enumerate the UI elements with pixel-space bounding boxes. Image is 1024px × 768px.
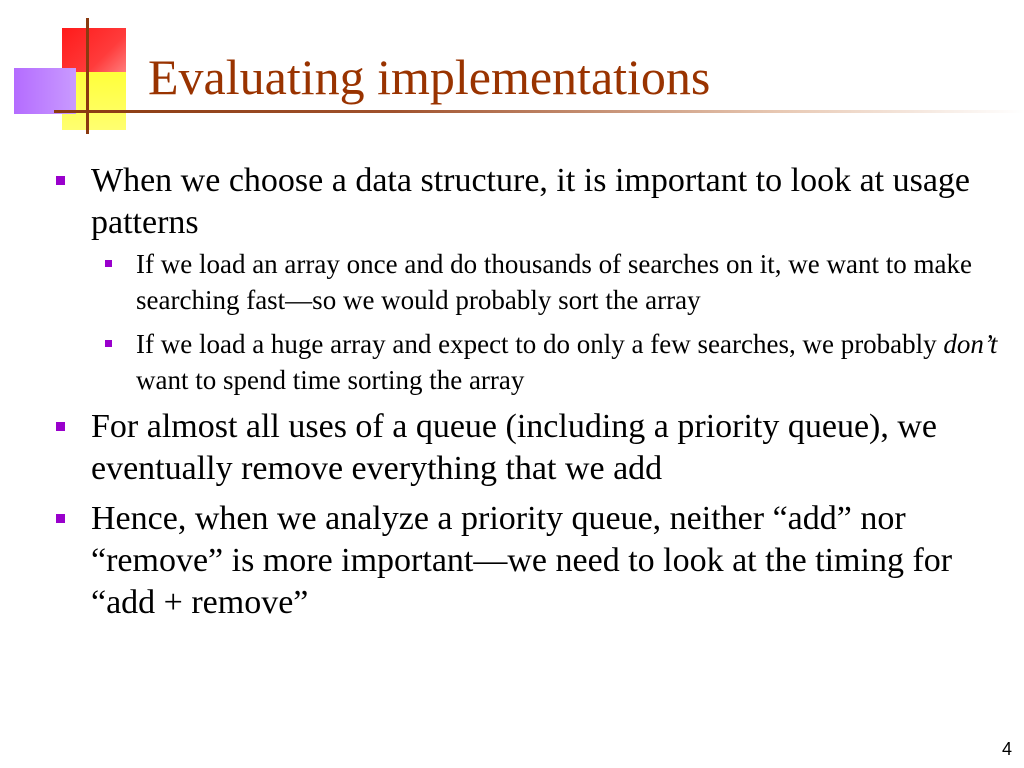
page-number: 4 bbox=[1001, 739, 1012, 759]
slide-title: Evaluating implementations bbox=[148, 49, 711, 105]
sub-bullet-text: If we load an array once and do thousands of searches on it, we want to make searching fast—so we would probably sort the array bbox=[136, 249, 972, 315]
sub-bullet-list bbox=[91, 246, 1005, 398]
title-underline-rule bbox=[54, 110, 1024, 113]
decorative-vertical-rule bbox=[86, 18, 89, 134]
bullet-text: For almost all uses of a queue (including a priority queue), we eventually remove everything that we add bbox=[91, 408, 937, 487]
decorative-violet-square bbox=[14, 68, 76, 114]
square-bullet-icon bbox=[56, 176, 65, 185]
sub-bullet-text-start: If we load a huge array and expect to do only a few searches, we probably bbox=[136, 329, 944, 359]
square-bullet-icon bbox=[105, 260, 112, 267]
square-bullet-icon bbox=[105, 340, 112, 347]
bullet-text: When we choose a data structure, it is important to look at usage patterns bbox=[91, 162, 971, 241]
bullet-item-3 bbox=[50, 498, 1005, 624]
bullet-text: Hence, when we analyze a priority queue, neither “add” nor “remove” is more important—we need to look at the timing for “add + remove” bbox=[91, 500, 953, 621]
sub-bullet-item-1 bbox=[91, 246, 1005, 318]
square-bullet-icon bbox=[56, 422, 65, 431]
sub-bullet-item-2 bbox=[91, 326, 1005, 398]
square-bullet-icon bbox=[56, 514, 65, 523]
sub-bullet-text-end: want to spend time sorting the array bbox=[136, 365, 525, 395]
bullet-list bbox=[50, 160, 1005, 632]
bullet-item-1 bbox=[50, 160, 1005, 398]
sub-bullet-text-emphasis: don’t bbox=[943, 329, 998, 359]
bullet-item-2 bbox=[50, 406, 1005, 490]
